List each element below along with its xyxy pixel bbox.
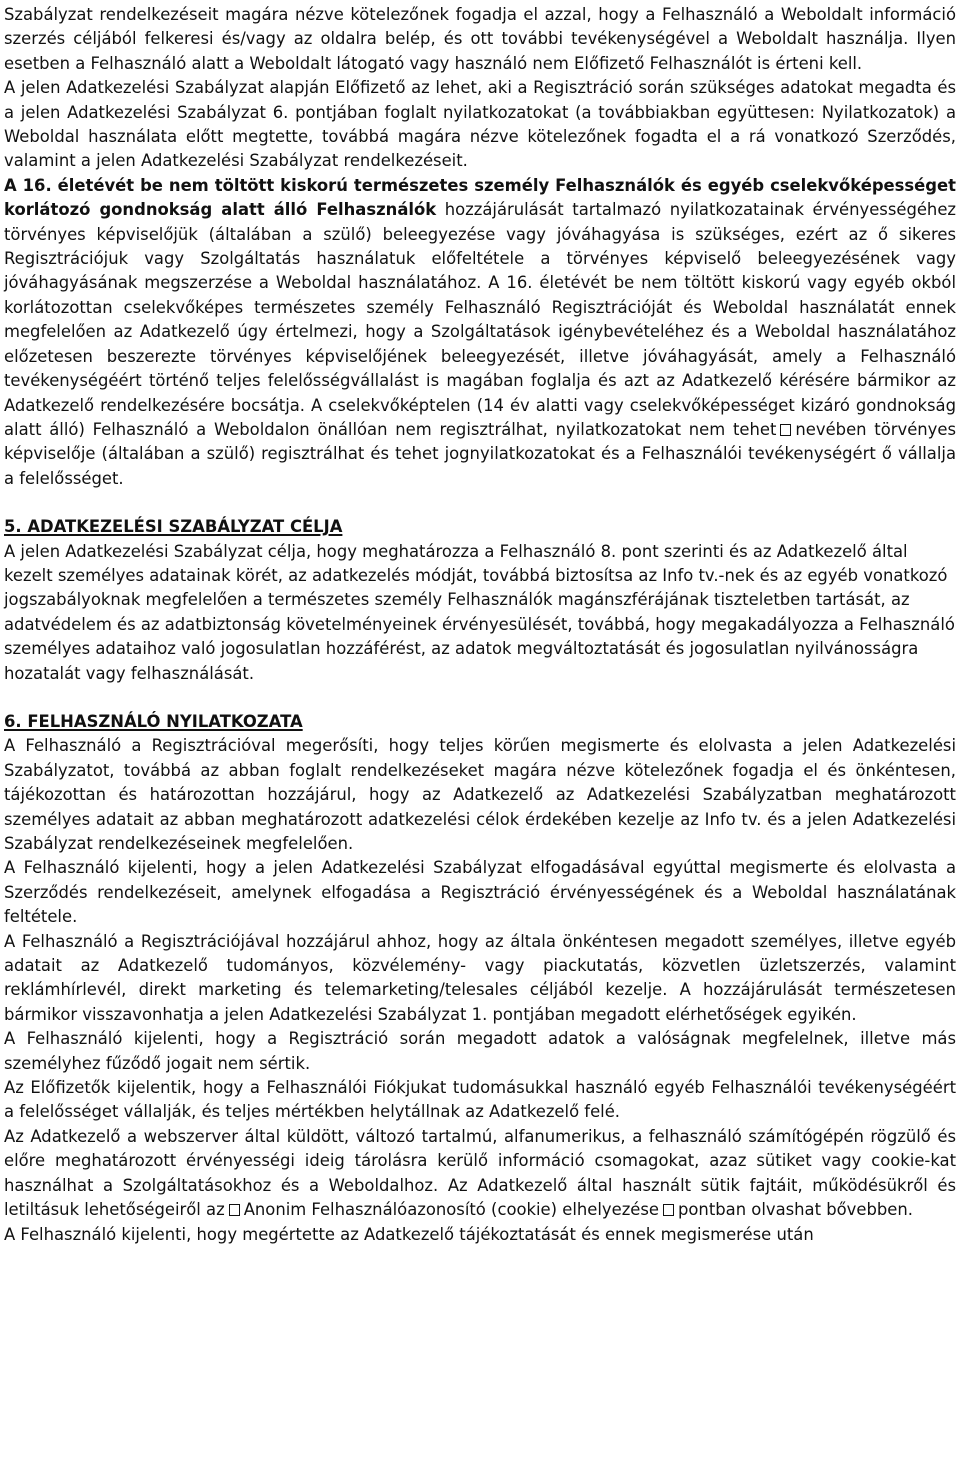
paragraph-kiskoru-felhasznalok [4,174,956,491]
empty-box-glyph-icon [663,1204,674,1216]
spacer [4,686,956,710]
section-6-paragraph: A Felhasználó a Regisztrációval megerősíti, hogy teljes körűen megismerte és elolvasta a jelen Adatkezelési Szabályzatot, továbbá az abban foglalt rendelkezéseket magára nézve kötelezőnek fogadja el és önkéntesen, tájékozottan és határozottan hozzájárul, hogy az Adatkezelő az Adatkezelési Szabályzatban meghatározott személyes adatait az abban meghatározott adatkezelési célok érdekében kezelje az Info tv. és a jelen Adatkezelési Szabályzat rendelkezéseinek megfelelően. [4,736,956,853]
section-6-paragraph: A Felhasználó kijelenti, hogy a Regisztráció során megadott adatok a valóságnak megfelelnek, illetve más személyhez fűződő jogait nem sértik. [4,1029,956,1073]
section-6-paragraph: A Felhasználó kijelenti, hogy a jelen Adatkezelési Szabályzat elfogadásával egyúttal megismerte és elolvasta a Szerződés rendelkezéseit, amelynek elfogadása a Regisztráció érvényességének és a Weboldal használatának feltétele. [4,858,956,927]
section-6-paragraph: A Felhasználó a Regisztrációjával hozzájárul ahhoz, hogy az általa önkéntesen megadott személyes, illetve egyéb adatait az Adatkezelő tudományos, közvélemény- vagy piackutatás, közvetlen üzletszerzés, valamint reklámhírlevél, direkt marketing és telemarketing/telesales céljából kezelje. A hozzájárulását természetesen bármikor visszavonhatja a jelen Adatkezelési Szabályzat 1. pontjában megadott elérhetőségek egyikén. [4,931,956,1024]
spacer [4,491,956,515]
cookie-reference: Anonim Felhasználóazonosító (cookie) elhelyezése [243,1200,659,1220]
paragraph-elofizeto-definicio: A jelen Adatkezelési Szabályzat alapján Előfizető az lehet, aki a Regisztráció során szükséges adatokat megadta és a jelen Adatkezelési Szabályzat 6. pontjában foglalt nyilatkozatokat (a továbbiakban együttesen: Nyilatkozatok) a Weboldal használata előtt megtette, továbbá magára nézve kötelezőnek fogadta el a rá vonatkozó Szerződés, valamint a jelen Adatkezelési Szabályzat rendelkezéseit. [4,78,956,171]
section-5-text: A jelen Adatkezelési Szabályzat célja, hogy meghatározza a Felhasználó 8. pont szerinti és az Adatkezelő által kezelt személyes adatainak körét, az adatkezelés módját, továbbá biztosítsa az Info tv.-nek és az egyéb vonatkozó jogszabályoknak megfelelően a természetes személy Felhasználók magánszférájának tiszteletben tartását, az adatvédelem és az adatbiztonság követelményeinek érvényesülését, továbbá, hogy megakadályozza a Felhasználó személyes adataihoz való jogosulatlan hozzáférést, az adatok megváltoztatását és jogosulatlan nyilvánosságra hozatalát vagy felhasználását. [4,541,955,683]
section-5-heading: 5. ADATKEZELÉSI SZABÁLYZAT CÉLJA [4,517,343,537]
cookie-paragraph [4,1125,956,1223]
paragraph-text: hozzájárulását tartalmazó nyilatkozatainak érvényességéhez törvényes képviselőjük (általában a szülő) beleegyezése vagy jóváhagyása is szükséges, ezért az ő sikeres Regisztrációjuk vagy Szolgáltatás használatuk előfeltétele a törvényes képviselő beleegyezésének vagy jóváhagyásának megszerzése a Weboldal használatához. A 16. életévét be nem töltött kiskorú vagy egyéb okból korlátozottan cselekvőképes természetes személy Felhasználó Regisztrációját és Weboldal használatát ennek megfelelően az Adatkezelő úgy értelmezi, hogy a Szolgáltatások igénybevételéhez és a Weboldal használatához előzetesen beszerezte törvényes képviselőjének beleegyezését, illetve jóváhagyását, amely a Felhasználó tevékenységéért történő teljes felelősségvállalást is magában foglalja és azt az Adatkezelő kérésére bármikor az Adatkezelő rendelkezésére bocsátja. A cselekvőképtelen (14 év alatti vagy cselekvőképességet kizáró gondnokság alatt álló) Felhasználó a Weboldalon önállóan nem regisztrálhat, nyilatkozatokat nem tehet [4,200,957,439]
section-6-heading: 6. FELHASZNÁLÓ NYILATKOZATA [4,711,303,731]
bold-intro: A 16. életévét be nem töltött kiskorú természetes személy Felhasználók és egyéb cselekvőképességet korlátozó gondnokság alatt álló Felhasználók [4,175,956,220]
paragraph-weboldal-hasznalat: Szabályzat rendelkezéseit magára nézve kötelezőnek fogadja el azzal, hogy a Felhasználó a Weboldalt információ szerzés céljából felkeresi és/vagy az oldalra belép, és ott további tevékenységével a Weboldalt használja. Ilyen esetben a Felhasználó alatt a Weboldalt látogató vagy használó nem Előfizető Felhasználót is érteni kell. [4,5,956,73]
section-6-paragraph: Az Előfizetők kijelentik, hogy a Felhasználói Fiókjukat tudomásukkal használó egyéb Felhasználói tevékenységéért a felelősséget vállalják, és teljes mértékben helytállnak az Adatkezelő felé. [4,1078,956,1122]
paragraph-text: pontban olvashat bővebben. [678,1200,913,1220]
empty-box-glyph-icon [780,424,791,436]
document-page [4,3,956,1247]
paragraph-text: nevében törvényes képviselője (általában a szülő) regisztrálhat és tehet jognyilatkozatokat és a Felhasználói tevékenységért ő vállalja a felelősséget. [4,419,956,488]
empty-box-glyph-icon [229,1204,240,1216]
last-paragraph: A Felhasználó kijelenti, hogy megértette az Adatkezelő tájékoztatását és ennek megismerése után [4,1224,814,1244]
paragraph-text: Az Adatkezelő a webszerver által küldött, változó tartalmú, alfanumerikus, a felhasználó számítógépén rögzülő és előre meghatározott érvényességi ideig tárolásra kerülő információ csomagokat, azaz sütiket vagy cookie-kat használhat a Szolgáltatásokhoz és a Weboldalhoz. Az Adatkezelő által használt sütik fajtáit, működésükről és letiltásuk lehetőségeiről az [4,1126,956,1220]
